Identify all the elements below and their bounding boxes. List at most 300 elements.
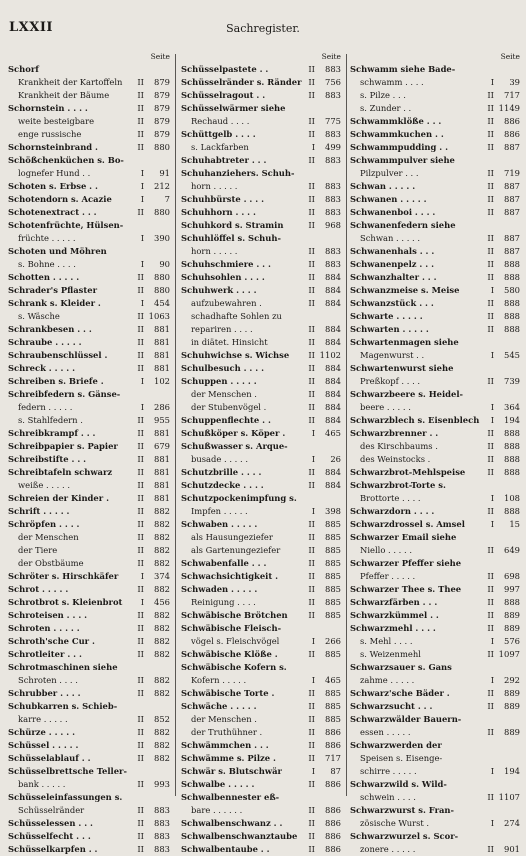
entry-page-number: 882 — [154, 506, 170, 516]
index-entry — [8, 102, 170, 115]
entry-volume: II — [137, 623, 144, 633]
entry-term: s. Mehl . . . . — [360, 636, 413, 646]
entry-volume: II — [137, 103, 144, 113]
entry-term: Schwarte . . . . . — [350, 311, 423, 321]
entry-page-number: 884 — [325, 324, 341, 334]
entry-page-number: 102 — [154, 376, 170, 386]
entry-page-number: 887 — [504, 246, 520, 256]
entry-term: Pilzpulver . . . — [360, 168, 419, 178]
entry-volume: II — [308, 376, 315, 386]
index-entry — [181, 362, 341, 375]
entry-term: Schwan . . . . . — [350, 181, 416, 191]
entry-volume: II — [308, 753, 315, 763]
entry-page-number: 889 — [504, 688, 520, 698]
index-entry — [8, 791, 170, 804]
entry-term: aufzubewahren . — [191, 298, 262, 308]
index-entry — [8, 414, 170, 427]
entry-page-number: 1063 — [148, 311, 170, 321]
entry-page-number: 26 — [330, 454, 341, 464]
entry-volume: II — [137, 584, 144, 594]
entry-volume: II — [487, 792, 494, 802]
entry-volume: I — [311, 636, 315, 646]
entry-page-number: 884 — [325, 480, 341, 490]
entry-page-number: 87 — [330, 766, 341, 776]
entry-term: Schuhwerk . . . . — [181, 285, 257, 295]
entry-term: Schwär s. Blutschwär — [181, 766, 282, 776]
entry-volume: II — [487, 311, 494, 321]
entry-volume: II — [487, 454, 494, 464]
entry-term: zahme . . . . . — [360, 675, 415, 685]
entry-term: Schüsselfecht . . . — [8, 831, 91, 841]
index-entry — [181, 453, 341, 466]
entry-volume: II — [137, 688, 144, 698]
entry-volume: I — [311, 454, 315, 464]
index-entry — [350, 622, 520, 635]
entry-volume: I — [490, 519, 494, 529]
index-entry — [8, 505, 170, 518]
entry-volume: I — [140, 571, 144, 581]
index-entry — [181, 401, 341, 414]
entry-term: karre . . . . . — [18, 714, 68, 724]
entry-term: Rechaud . . . . — [191, 116, 250, 126]
entry-term: Schwammpulver siehe — [350, 155, 455, 165]
entry-page-number: 719 — [504, 168, 520, 178]
entry-term: der Menschen — [18, 532, 79, 542]
entry-volume: II — [308, 402, 315, 412]
index-columns — [0, 50, 526, 854]
entry-term: Schubkarren s. Schieb- — [8, 701, 118, 711]
entry-page-number: 884 — [325, 363, 341, 373]
entry-page-number: 886 — [325, 844, 341, 854]
entry-page-number: 885 — [325, 714, 341, 724]
entry-term: Schoten und Möhren — [8, 246, 107, 256]
entry-volume: II — [308, 298, 315, 308]
entry-term: Schwabenfalle . . . — [181, 558, 267, 568]
index-entry — [350, 518, 520, 531]
index-entry — [181, 427, 341, 440]
entry-page-number: 888 — [504, 441, 520, 451]
entry-term: Schrubber . . . . — [8, 688, 81, 698]
entry-term: Schroteisen . . . . — [8, 610, 88, 620]
entry-page-number: 882 — [154, 519, 170, 529]
index-entry — [350, 362, 520, 375]
entry-term: Schrift . . . . . — [8, 506, 70, 516]
index-entry — [8, 739, 170, 752]
index-entry — [350, 141, 520, 154]
entry-term: Schuhkord s. Stramin — [181, 220, 284, 230]
entry-page-number: 881 — [154, 337, 170, 347]
index-entry — [181, 843, 341, 856]
entry-volume: II — [137, 779, 144, 789]
index-entry — [350, 453, 520, 466]
index-entry — [181, 687, 341, 700]
entry-volume: I — [490, 415, 494, 425]
entry-page-number: 888 — [504, 272, 520, 282]
entry-term: Krankheit der Bäume — [18, 90, 110, 100]
index-entry — [350, 440, 520, 453]
index-entry — [181, 765, 341, 778]
entry-volume: II — [308, 844, 315, 854]
entry-page-number: 882 — [154, 610, 170, 620]
entry-volume: II — [487, 571, 494, 581]
index-entry — [181, 830, 341, 843]
entry-page-number: 888 — [504, 428, 520, 438]
entry-volume: II — [137, 90, 144, 100]
index-entry — [8, 635, 170, 648]
entry-volume: I — [311, 142, 315, 152]
entry-page-number: 885 — [325, 649, 341, 659]
entry-page-number: 885 — [325, 532, 341, 542]
entry-page-number: 883 — [154, 818, 170, 828]
entry-page-number: 286 — [154, 402, 170, 412]
index-entry — [350, 154, 520, 167]
entry-term: Schröter s. Hirschkäfer — [8, 571, 119, 581]
entry-term: Schutzbrille . . . . — [181, 467, 262, 477]
entry-volume: II — [308, 805, 315, 815]
index-entry — [8, 271, 170, 284]
entry-term: Schreck . . . . . — [8, 363, 76, 373]
entry-page-number: 886 — [504, 129, 520, 139]
entry-volume: II — [308, 285, 315, 295]
entry-term: Schoten s. Erbse . . — [8, 181, 98, 191]
entry-page-number: 886 — [325, 831, 341, 841]
index-entry — [181, 674, 341, 687]
index-entry — [181, 583, 341, 596]
entry-page-number: 882 — [154, 649, 170, 659]
entry-volume: I — [140, 259, 144, 269]
entry-page-number: 108 — [504, 493, 520, 503]
entry-term: Schrot . . . . . — [8, 584, 69, 594]
entry-volume: II — [308, 519, 315, 529]
entry-term: Schwarten . . . . . — [350, 324, 429, 334]
entry-page-number: 884 — [325, 415, 341, 425]
entry-volume: II — [137, 714, 144, 724]
entry-page-number: 91 — [159, 168, 170, 178]
entry-term: Schwaben . . . . . — [181, 519, 258, 529]
index-entry — [181, 609, 341, 622]
entry-volume: II — [487, 142, 494, 152]
entry-volume: II — [487, 194, 494, 204]
entry-volume: II — [137, 818, 144, 828]
entry-term: Schwarzsauer s. Gans — [350, 662, 452, 672]
entry-volume: II — [487, 597, 494, 607]
index-entry — [8, 349, 170, 362]
entry-term: repariren . . . . — [191, 324, 253, 334]
entry-page-number: 885 — [325, 688, 341, 698]
entry-term: Schwarzfärben . . . — [350, 597, 438, 607]
index-entry — [8, 180, 170, 193]
entry-term: Schwanen . . . . . — [350, 194, 427, 204]
entry-term: der Obstbäume — [18, 558, 84, 568]
index-entry — [350, 804, 520, 817]
entry-volume: II — [308, 64, 315, 74]
entry-term: bank . . . . . — [18, 779, 66, 789]
entry-term: Schreibkrampf . . . — [8, 428, 96, 438]
entry-term: bare . . . . . . — [191, 805, 243, 815]
entry-page-number: 1107 — [498, 792, 520, 802]
index-entry — [8, 622, 170, 635]
entry-page-number: 576 — [504, 636, 520, 646]
entry-term: Schwarzwurst s. Fran- — [350, 805, 455, 815]
index-entry — [8, 713, 170, 726]
entry-term: schirre . . . . . — [360, 766, 417, 776]
index-entry — [181, 193, 341, 206]
entry-volume: II — [137, 740, 144, 750]
entry-page-number: 364 — [504, 402, 520, 412]
entry-volume: I — [490, 636, 494, 646]
entry-term: als Gartenungeziefer — [191, 545, 281, 555]
entry-term: Schößchenküchen s. Bo- — [8, 155, 124, 165]
entry-volume: I — [311, 675, 315, 685]
entry-page-number: 889 — [504, 701, 520, 711]
index-entry — [8, 596, 170, 609]
entry-page-number: 887 — [504, 233, 520, 243]
index-entry — [350, 102, 520, 115]
index-entry — [350, 830, 520, 843]
entry-volume: I — [490, 766, 494, 776]
entry-volume: II — [308, 831, 315, 841]
index-column-1 — [8, 50, 170, 856]
index-entry — [181, 700, 341, 713]
entry-volume: I — [490, 350, 494, 360]
entry-term: s. Pilze . . . — [360, 90, 406, 100]
entry-page-number: 881 — [154, 324, 170, 334]
entry-page-number: 883 — [325, 129, 341, 139]
entry-page-number: 194 — [504, 415, 520, 425]
entry-volume: II — [137, 428, 144, 438]
entry-term: horn . . . . . — [191, 181, 238, 191]
entry-volume: II — [137, 519, 144, 529]
entry-term: Schreibtafeln schwarz — [8, 467, 113, 477]
entry-term: Schwalbenschwanztaube — [181, 831, 298, 841]
entry-page-number: 15 — [509, 519, 520, 529]
entry-volume: II — [487, 103, 494, 113]
entry-term: Pfeffer . . . . . — [360, 571, 416, 581]
entry-term: Schuhhorn . . . . — [181, 207, 256, 217]
entry-page-number: 887 — [504, 194, 520, 204]
index-entry — [8, 401, 170, 414]
index-entry — [350, 310, 520, 323]
entry-term: Schuhabtreter . . . — [181, 155, 267, 165]
entry-volume: I — [490, 493, 494, 503]
entry-term: Schotenfrüchte, Hülsen- — [8, 220, 124, 230]
entry-page-number: 887 — [504, 142, 520, 152]
index-entry — [350, 765, 520, 778]
entry-term: Schüsselragout . . — [181, 90, 266, 100]
index-entry — [350, 193, 520, 206]
index-entry — [350, 206, 520, 219]
index-entry — [350, 388, 520, 401]
entry-volume: II — [137, 727, 144, 737]
entry-term: Schornstein . . . . — [8, 103, 88, 113]
entry-term: Schwäbische Klöße . — [181, 649, 278, 659]
index-entry — [181, 713, 341, 726]
index-entry — [8, 492, 170, 505]
entry-term: Schwarzwälder Bauern- — [350, 714, 462, 724]
index-entry — [181, 492, 341, 505]
entry-volume: II — [487, 545, 494, 555]
entry-volume: II — [308, 389, 315, 399]
index-entry — [8, 466, 170, 479]
entry-term: Schuppen . . . . . — [181, 376, 257, 386]
entry-page-number: 698 — [504, 571, 520, 581]
entry-page-number: 880 — [154, 272, 170, 282]
index-entry — [181, 102, 341, 115]
index-entry — [350, 115, 520, 128]
index-entry — [181, 466, 341, 479]
entry-volume: II — [137, 649, 144, 659]
index-entry — [181, 804, 341, 817]
entry-term: Schwarzsucht . . . — [350, 701, 433, 711]
entry-page-number: 955 — [154, 415, 170, 425]
entry-volume: II — [308, 207, 315, 217]
entry-term: Schwämme s. Pilze . — [181, 753, 276, 763]
entry-term: Schwachsichtigkeit . — [181, 571, 279, 581]
index-entry — [8, 258, 170, 271]
index-entry — [8, 674, 170, 687]
entry-term: der Stubenvögel . — [191, 402, 267, 412]
index-entry — [8, 817, 170, 830]
entry-page-number: 90 — [159, 259, 170, 269]
index-entry — [350, 63, 520, 76]
entry-page-number: 884 — [325, 389, 341, 399]
index-entry — [8, 570, 170, 583]
entry-term: Schwaden . . . . . — [181, 584, 258, 594]
entry-term: Schwämmchen . . . — [181, 740, 269, 750]
entry-term: Schreibpapier s. Papier — [8, 441, 118, 451]
index-entry — [350, 232, 520, 245]
entry-volume: II — [137, 441, 144, 451]
entry-term: s. Lackfarben — [191, 142, 249, 152]
index-entry — [181, 414, 341, 427]
entry-term: Schwarzdorn . . . . — [350, 506, 435, 516]
index-entry — [181, 752, 341, 765]
entry-volume: II — [308, 324, 315, 334]
entry-volume: II — [487, 168, 494, 178]
index-entry — [350, 661, 520, 674]
entry-page-number: 997 — [504, 584, 520, 594]
entry-term: des Kirschbaums . — [360, 441, 438, 451]
entry-term: Schulbesuch . . . . — [181, 363, 265, 373]
index-entry — [350, 284, 520, 297]
entry-term: Schüsselpastete . . — [181, 64, 269, 74]
entry-page-number: 739 — [504, 376, 520, 386]
index-entry — [350, 817, 520, 830]
index-entry — [8, 557, 170, 570]
entry-term: Schwarzmehl . . . . — [350, 623, 436, 633]
entry-volume: I — [140, 376, 144, 386]
index-entry — [350, 336, 520, 349]
index-entry — [350, 89, 520, 102]
entry-page-number: 454 — [154, 298, 170, 308]
entry-page-number: 879 — [154, 77, 170, 87]
index-entry — [350, 739, 520, 752]
entry-volume: II — [137, 77, 144, 87]
entry-volume: I — [490, 402, 494, 412]
entry-volume: II — [487, 727, 494, 737]
entry-term: Schwarzbrot-Mehlspeise — [350, 467, 466, 477]
entry-term: Schwanenfedern siehe — [350, 220, 456, 230]
index-entry — [181, 167, 341, 180]
index-entry — [181, 791, 341, 804]
index-entry — [350, 583, 520, 596]
entry-term: Schüsselbrettsche Teller- — [8, 766, 127, 776]
index-entry — [8, 830, 170, 843]
entry-page-number: 882 — [154, 688, 170, 698]
index-entry — [181, 271, 341, 284]
index-entry — [8, 518, 170, 531]
index-entry — [350, 219, 520, 232]
index-entry — [181, 661, 341, 674]
entry-page-number: 374 — [154, 571, 170, 581]
index-entry — [181, 63, 341, 76]
index-entry — [8, 440, 170, 453]
index-entry — [350, 752, 520, 765]
entry-term: Schwarzbrot-Torte s. — [350, 480, 446, 490]
entry-volume: II — [487, 441, 494, 451]
entry-term: essen . . . . . — [360, 727, 411, 737]
page-title: Sachregister. — [226, 22, 300, 35]
index-entry — [181, 518, 341, 531]
entry-page-number: 7 — [164, 194, 170, 204]
entry-term: Schwanenboi . . . . — [350, 207, 436, 217]
entry-term: Schroten . . . . — [18, 675, 78, 685]
entry-term: Schwarzer Pfeffer siehe — [350, 558, 462, 568]
entry-volume: II — [487, 688, 494, 698]
entry-term: Schrotmaschinen siehe — [8, 662, 118, 672]
entry-term: zösische Wurst . — [360, 818, 430, 828]
entry-page-number: 881 — [154, 350, 170, 360]
entry-term: Schröpfen . . . . — [8, 519, 80, 529]
index-entry — [8, 310, 170, 323]
entry-term: s. Zunder . . — [360, 103, 412, 113]
index-entry — [350, 349, 520, 362]
entry-term: Schornsteinbrand . — [8, 142, 98, 152]
entry-term: Krankheit der Kartoffeln — [18, 77, 123, 87]
entry-page-number: 883 — [325, 155, 341, 165]
index-entry — [181, 622, 341, 635]
entry-term: Schwäbische Kofern s. — [181, 662, 287, 672]
entry-page-number: 888 — [504, 454, 520, 464]
entry-term: Schüsselkarpfen . . — [8, 844, 98, 854]
index-entry — [350, 323, 520, 336]
index-entry — [8, 427, 170, 440]
entry-page-number: 993 — [154, 779, 170, 789]
index-entry — [8, 479, 170, 492]
entry-page-number: 888 — [504, 506, 520, 516]
entry-term: Schüsseleinfassungen s. — [8, 792, 123, 802]
entry-term: Schotenextract . . . — [8, 207, 97, 217]
entry-page-number: 883 — [325, 181, 341, 191]
entry-term: Schwalbe . . . . . — [181, 779, 255, 789]
index-entry — [350, 531, 520, 544]
entry-volume: II — [137, 207, 144, 217]
entry-page-number: 884 — [325, 402, 341, 412]
entry-volume: I — [490, 77, 494, 87]
index-entry — [350, 258, 520, 271]
index-entry — [8, 297, 170, 310]
index-entry — [181, 388, 341, 401]
entry-page-number: 39 — [509, 77, 520, 87]
entry-term: Schwarzwerden der — [350, 740, 442, 750]
entry-term: vögel s. Fleischvögel — [191, 636, 280, 646]
entry-volume: II — [308, 558, 315, 568]
entry-page-number: 1102 — [319, 350, 341, 360]
entry-volume: II — [487, 649, 494, 659]
entry-page-number: 968 — [325, 220, 341, 230]
index-entry — [350, 297, 520, 310]
entry-term: Schwäbische Fleisch- — [181, 623, 282, 633]
